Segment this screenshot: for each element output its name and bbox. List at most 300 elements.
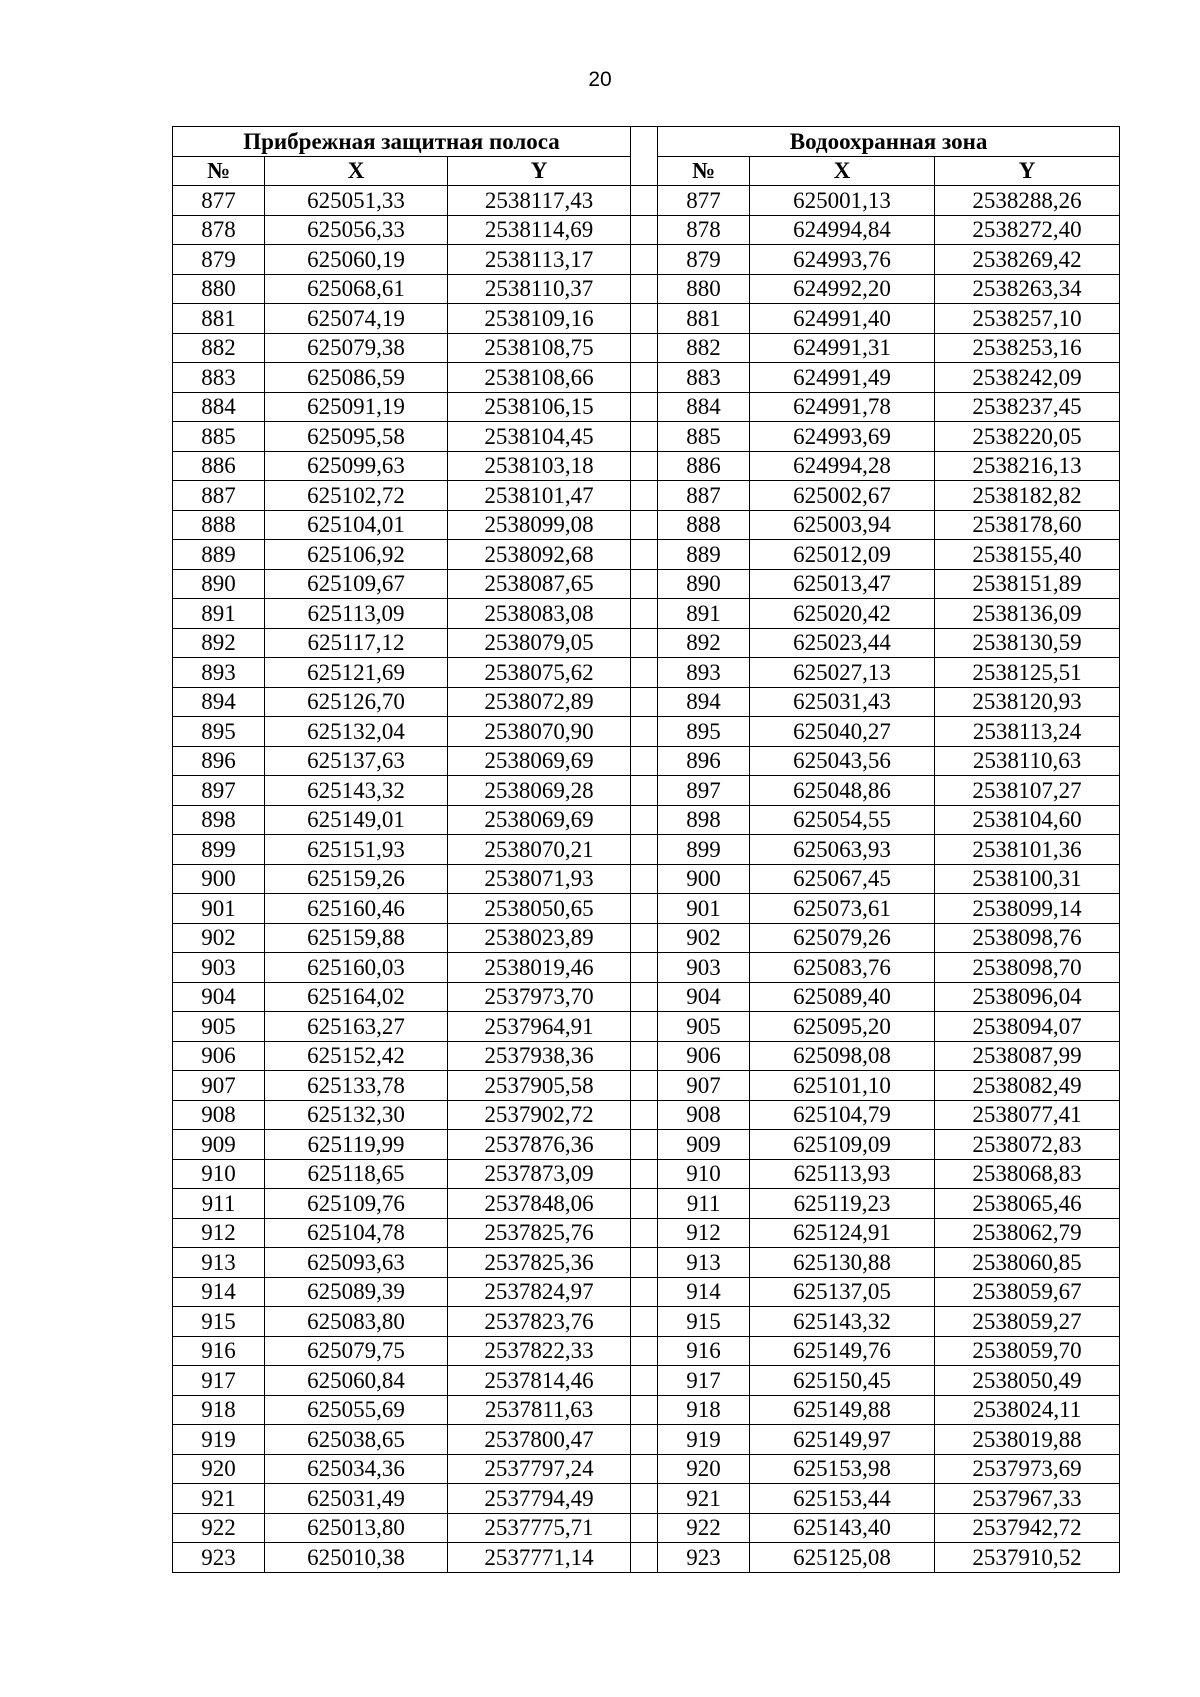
right-point-number: 901 [658,894,750,924]
table-row [173,451,1120,481]
left-y: 2538050,65 [448,894,631,924]
table-row [173,746,1120,776]
table-row [173,274,1120,304]
right-x: 625153,44 [750,1484,935,1514]
right-x: 625003,94 [750,510,935,540]
right-x: 625153,98 [750,1454,935,1484]
left-x: 625051,33 [265,186,448,216]
left-x: 625163,27 [265,1012,448,1042]
right-x: 625079,26 [750,923,935,953]
table-body [173,186,1120,1573]
left-y: 2538069,69 [448,805,631,835]
left-x: 625060,19 [265,245,448,275]
right-x: 625012,09 [750,540,935,570]
table-row [173,776,1120,806]
left-x: 625079,38 [265,333,448,363]
left-x: 625118,65 [265,1159,448,1189]
right-x: 624993,76 [750,245,935,275]
right-y: 2538099,14 [935,894,1120,924]
left-x: 625056,33 [265,215,448,245]
column-gap [631,304,658,334]
left-y: 2538104,45 [448,422,631,452]
left-x: 625119,99 [265,1130,448,1160]
column-gap [631,127,658,186]
right-y: 2538216,13 [935,451,1120,481]
right-y: 2538068,83 [935,1159,1120,1189]
table-row [173,363,1120,393]
column-gap [631,923,658,953]
table-row [173,1159,1120,1189]
column-gap [631,510,658,540]
right-x: 625043,56 [750,746,935,776]
column-gap [631,333,658,363]
left-point-number: 899 [173,835,265,865]
left-y: 2538114,69 [448,215,631,245]
column-gap [631,805,658,835]
right-y: 2538107,27 [935,776,1120,806]
right-point-number: 910 [658,1159,750,1189]
right-y: 2538019,88 [935,1425,1120,1455]
right-x: 625023,44 [750,628,935,658]
left-point-number: 900 [173,864,265,894]
left-point-number: 887 [173,481,265,511]
left-x: 625099,63 [265,451,448,481]
column-gap [631,1425,658,1455]
left-x: 625164,02 [265,982,448,1012]
left-y: 2538083,08 [448,599,631,629]
left-x: 625010,38 [265,1543,448,1573]
left-y: 2538110,37 [448,274,631,304]
table-row [173,864,1120,894]
left-y: 2537848,06 [448,1189,631,1219]
left-x: 625089,39 [265,1277,448,1307]
right-x: 625013,47 [750,569,935,599]
left-y: 2538099,08 [448,510,631,540]
right-point-number: 918 [658,1395,750,1425]
right-x: 624993,69 [750,422,935,452]
column-gap [631,1012,658,1042]
right-point-number: 919 [658,1425,750,1455]
right-point-number: 885 [658,422,750,452]
right-x: 625124,91 [750,1218,935,1248]
right-x: 625137,05 [750,1277,935,1307]
left-x: 625086,59 [265,363,448,393]
right-y: 2538125,51 [935,658,1120,688]
right-y: 2538101,36 [935,835,1120,865]
left-point-number: 896 [173,746,265,776]
left-y: 2538108,66 [448,363,631,393]
left-x: 625159,26 [265,864,448,894]
left-point-number: 881 [173,304,265,334]
left-x: 625106,92 [265,540,448,570]
table-row [173,245,1120,275]
right-y: 2538096,04 [935,982,1120,1012]
right-y: 2538082,49 [935,1071,1120,1101]
column-gap [631,864,658,894]
right-y: 2538288,26 [935,186,1120,216]
right-y: 2538062,79 [935,1218,1120,1248]
left-x: 625160,46 [265,894,448,924]
left-x: 625013,80 [265,1513,448,1543]
left-y: 2538070,21 [448,835,631,865]
column-gap [631,540,658,570]
right-point-number: 892 [658,628,750,658]
left-y: 2537797,24 [448,1454,631,1484]
right-y: 2538120,93 [935,687,1120,717]
right-x: 625001,13 [750,186,935,216]
table-row [173,1189,1120,1219]
left-y: 2538075,62 [448,658,631,688]
left-y: 2537800,47 [448,1425,631,1455]
right-y: 2538059,67 [935,1277,1120,1307]
right-header-y: Y [935,156,1120,186]
column-gap [631,776,658,806]
right-y: 2538151,89 [935,569,1120,599]
left-x: 625060,84 [265,1366,448,1396]
left-point-number: 903 [173,953,265,983]
right-y: 2538077,41 [935,1100,1120,1130]
column-gap [631,186,658,216]
right-y: 2538110,63 [935,746,1120,776]
right-point-number: 895 [658,717,750,747]
left-x: 625091,19 [265,392,448,422]
table-row [173,540,1120,570]
right-y: 2538050,49 [935,1366,1120,1396]
left-point-number: 917 [173,1366,265,1396]
left-x: 625083,80 [265,1307,448,1337]
left-y: 2538117,43 [448,186,631,216]
left-point-number: 922 [173,1513,265,1543]
left-point-number: 911 [173,1189,265,1219]
coordinates-table [172,126,1120,1573]
table-row [173,1425,1120,1455]
left-point-number: 913 [173,1248,265,1278]
left-y: 2538019,46 [448,953,631,983]
left-y: 2538069,69 [448,746,631,776]
right-y: 2537910,52 [935,1543,1120,1573]
table-row [173,628,1120,658]
left-y: 2537902,72 [448,1100,631,1130]
left-x: 625152,42 [265,1041,448,1071]
left-x: 625133,78 [265,1071,448,1101]
left-point-number: 910 [173,1159,265,1189]
column-gap [631,215,658,245]
right-x: 625143,40 [750,1513,935,1543]
left-x: 625079,75 [265,1336,448,1366]
right-y: 2538242,09 [935,363,1120,393]
table-row [173,215,1120,245]
right-y: 2538100,31 [935,864,1120,894]
right-x: 624991,49 [750,363,935,393]
left-point-number: 916 [173,1336,265,1366]
right-point-number: 904 [658,982,750,1012]
left-point-number: 905 [173,1012,265,1042]
left-y: 2538070,90 [448,717,631,747]
right-y: 2538257,10 [935,304,1120,334]
column-gap [631,363,658,393]
right-y: 2538098,76 [935,923,1120,953]
left-x: 625132,04 [265,717,448,747]
column-gap [631,982,658,1012]
right-y: 2538237,45 [935,392,1120,422]
page-number: 20 [588,68,612,91]
left-x: 625149,01 [265,805,448,835]
right-y: 2538098,70 [935,953,1120,983]
right-y: 2537967,33 [935,1484,1120,1514]
left-point-number: 904 [173,982,265,1012]
left-y: 2537825,76 [448,1218,631,1248]
left-y: 2538101,47 [448,481,631,511]
column-gap [631,1513,658,1543]
left-point-number: 901 [173,894,265,924]
column-gap [631,599,658,629]
table-row [173,1130,1120,1160]
left-y: 2538023,89 [448,923,631,953]
right-y: 2538178,60 [935,510,1120,540]
left-y: 2538069,28 [448,776,631,806]
right-point-number: 888 [658,510,750,540]
column-gap [631,1100,658,1130]
left-x: 625104,01 [265,510,448,540]
table-row [173,1543,1120,1573]
right-point-number: 906 [658,1041,750,1071]
left-x: 625055,69 [265,1395,448,1425]
left-header-number: № [173,156,265,186]
right-x: 625073,61 [750,894,935,924]
column-gap [631,746,658,776]
right-point-number: 886 [658,451,750,481]
table-row [173,186,1120,216]
right-point-number: 908 [658,1100,750,1130]
column-gap [631,481,658,511]
table-row [173,982,1120,1012]
left-x: 625137,63 [265,746,448,776]
right-point-number: 891 [658,599,750,629]
column-gap [631,628,658,658]
left-point-number: 915 [173,1307,265,1337]
table-row [173,1454,1120,1484]
right-x: 625095,20 [750,1012,935,1042]
right-point-number: 889 [658,540,750,570]
left-x: 625160,03 [265,953,448,983]
table-row [173,1307,1120,1337]
right-point-number: 890 [658,569,750,599]
left-y: 2537905,58 [448,1071,631,1101]
table-row [173,923,1120,953]
table-row [173,1218,1120,1248]
table-row [173,1100,1120,1130]
left-point-number: 886 [173,451,265,481]
right-x: 625067,45 [750,864,935,894]
column-gap [631,1071,658,1101]
right-y: 2538253,16 [935,333,1120,363]
right-header-x: X [750,156,935,186]
right-y: 2538220,05 [935,422,1120,452]
column-gap [631,1484,658,1514]
left-y: 2537873,09 [448,1159,631,1189]
right-y: 2538182,82 [935,481,1120,511]
right-y: 2538136,09 [935,599,1120,629]
left-section-title: Прибрежная защитная полоса [173,127,631,157]
right-point-number: 909 [658,1130,750,1160]
left-point-number: 894 [173,687,265,717]
column-gap [631,1307,658,1337]
left-x: 625102,72 [265,481,448,511]
right-x: 625125,08 [750,1543,935,1573]
table-row [173,304,1120,334]
table-row [173,510,1120,540]
table-row [173,953,1120,983]
right-x: 625150,45 [750,1366,935,1396]
column-gap [631,569,658,599]
column-gap [631,1248,658,1278]
left-y: 2538079,05 [448,628,631,658]
table-row [173,1336,1120,1366]
right-x: 625063,93 [750,835,935,865]
right-x: 625101,10 [750,1071,935,1101]
left-point-number: 883 [173,363,265,393]
left-x: 625074,19 [265,304,448,334]
left-point-number: 914 [173,1277,265,1307]
left-y: 2538108,75 [448,333,631,363]
table-row [173,599,1120,629]
column-gap [631,687,658,717]
right-x: 624992,20 [750,274,935,304]
left-point-number: 921 [173,1484,265,1514]
right-x: 625020,42 [750,599,935,629]
table-row [173,1041,1120,1071]
left-y: 2538092,68 [448,540,631,570]
column-gap [631,953,658,983]
right-y: 2538060,85 [935,1248,1120,1278]
right-point-number: 921 [658,1484,750,1514]
left-point-number: 898 [173,805,265,835]
right-x: 625143,32 [750,1307,935,1337]
right-x: 625098,08 [750,1041,935,1071]
right-x: 624991,31 [750,333,935,363]
right-y: 2538094,07 [935,1012,1120,1042]
left-y: 2538072,89 [448,687,631,717]
left-y: 2537823,76 [448,1307,631,1337]
right-section-title: Водоохранная зона [658,127,1120,157]
column-gap [631,1189,658,1219]
left-y: 2537775,71 [448,1513,631,1543]
left-x: 625132,30 [265,1100,448,1130]
right-x: 625083,76 [750,953,935,983]
left-point-number: 907 [173,1071,265,1101]
column-gap [631,1159,658,1189]
left-point-number: 878 [173,215,265,245]
left-y: 2538106,15 [448,392,631,422]
column-gap [631,835,658,865]
right-y: 2537942,72 [935,1513,1120,1543]
right-point-number: 905 [658,1012,750,1042]
right-point-number: 914 [658,1277,750,1307]
right-y: 2538065,46 [935,1189,1120,1219]
right-x: 625048,86 [750,776,935,806]
right-point-number: 903 [658,953,750,983]
left-point-number: 908 [173,1100,265,1130]
right-point-number: 887 [658,481,750,511]
left-point-number: 897 [173,776,265,806]
left-header-y: Y [448,156,631,186]
table-row [173,805,1120,835]
right-point-number: 882 [658,333,750,363]
left-point-number: 912 [173,1218,265,1248]
right-x: 625054,55 [750,805,935,835]
right-y: 2538024,11 [935,1395,1120,1425]
left-y: 2537794,49 [448,1484,631,1514]
right-point-number: 896 [658,746,750,776]
column-gap [631,1130,658,1160]
right-y: 2538104,60 [935,805,1120,835]
column-gap [631,392,658,422]
right-x: 625031,43 [750,687,935,717]
left-point-number: 895 [173,717,265,747]
right-x: 625130,88 [750,1248,935,1278]
right-point-number: 902 [658,923,750,953]
left-point-number: 889 [173,540,265,570]
left-y: 2537814,46 [448,1366,631,1396]
column-gap [631,1366,658,1396]
right-point-number: 911 [658,1189,750,1219]
left-y: 2538087,65 [448,569,631,599]
table-row [173,835,1120,865]
left-x: 625113,09 [265,599,448,629]
left-x: 625104,78 [265,1218,448,1248]
left-y: 2537771,14 [448,1543,631,1573]
right-x: 625089,40 [750,982,935,1012]
left-x: 625031,49 [265,1484,448,1514]
table-row [173,1071,1120,1101]
right-point-number: 907 [658,1071,750,1101]
left-x: 625159,88 [265,923,448,953]
table-row [173,481,1120,511]
table-row [173,569,1120,599]
right-point-number: 883 [658,363,750,393]
right-y: 2538155,40 [935,540,1120,570]
right-y: 2537973,69 [935,1454,1120,1484]
table-row [173,687,1120,717]
left-point-number: 891 [173,599,265,629]
right-point-number: 912 [658,1218,750,1248]
left-y: 2538113,17 [448,245,631,275]
left-point-number: 888 [173,510,265,540]
left-point-number: 918 [173,1395,265,1425]
table-row [173,392,1120,422]
column-gap [631,274,658,304]
right-y: 2538059,70 [935,1336,1120,1366]
right-point-number: 916 [658,1336,750,1366]
right-point-number: 922 [658,1513,750,1543]
left-y: 2537964,91 [448,1012,631,1042]
left-point-number: 923 [173,1543,265,1573]
left-point-number: 880 [173,274,265,304]
column-gap [631,1454,658,1484]
right-x: 625149,76 [750,1336,935,1366]
section-title-row [173,127,1120,157]
left-x: 625121,69 [265,658,448,688]
right-y: 2538072,83 [935,1130,1120,1160]
column-gap [631,658,658,688]
column-gap [631,1277,658,1307]
left-y: 2537876,36 [448,1130,631,1160]
right-point-number: 900 [658,864,750,894]
left-y: 2537825,36 [448,1248,631,1278]
right-y: 2538263,34 [935,274,1120,304]
right-x: 624991,40 [750,304,935,334]
left-point-number: 882 [173,333,265,363]
